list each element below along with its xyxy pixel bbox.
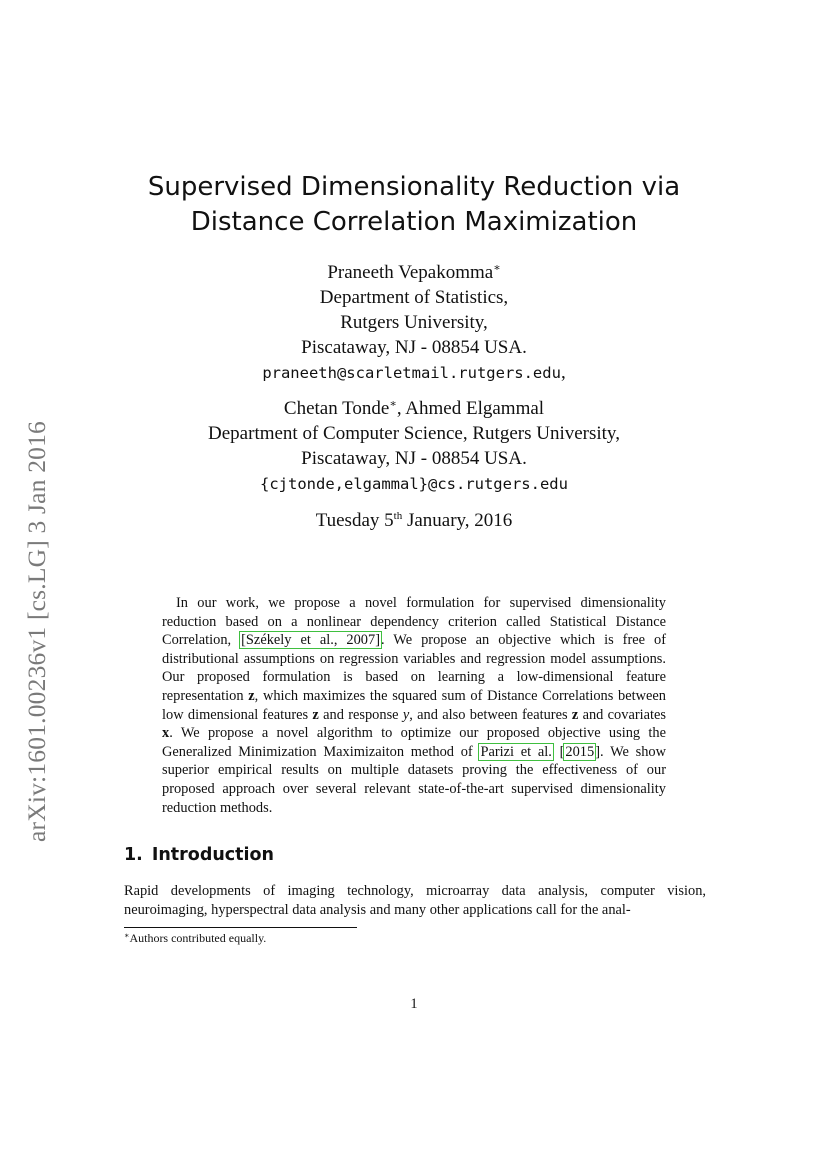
intro-body bbox=[124, 882, 706, 919]
abstract-text-5: , and also between features bbox=[409, 706, 572, 723]
author-1-email-line bbox=[0, 360, 828, 386]
footnote-text: Authors contributed equally. bbox=[129, 931, 267, 945]
cite-1-open: [ bbox=[241, 632, 246, 649]
intro-paragraph: Rapid developments of imaging technology, microarray data analysis, computer vision, neuroimaging, hyperspectral data analysis and many other applications call for the anal- bbox=[124, 883, 706, 918]
author-block bbox=[0, 260, 828, 497]
author-2-department: Department of Computer Science, Rutgers University, bbox=[208, 423, 620, 444]
date-rest: January, 2016 bbox=[402, 510, 513, 531]
abstract-text-1: In our work, we propose a novel formulation for supervised dimensionality reduction based on a nonlinear dependency criterion called Statistical Distance Correlation, bbox=[162, 595, 666, 649]
abstract-text-8: . We show superior empirical results on multiple datasets proving the effectiveness of our proposed approach over several relevant state-of-the-art supervised dimensionality reduction methods. bbox=[162, 743, 667, 816]
author-1-name: Praneeth Vepakomma bbox=[327, 262, 494, 283]
abstract-text-6: and covariates bbox=[578, 706, 666, 723]
date-day: Tuesday 5 bbox=[315, 510, 394, 531]
arxiv-stamp: arXiv:1601.00236v1 [cs.LG] 3 Jan 2016 bbox=[22, 420, 51, 842]
author-2-name-a: Chetan Tonde bbox=[283, 398, 390, 419]
date-day-suffix: th bbox=[393, 510, 403, 522]
author-2-mark: ∗ bbox=[389, 398, 397, 410]
author-2-email[interactable]: {cjtonde,elgammal}@cs.rutgers.edu bbox=[260, 475, 568, 493]
abstract bbox=[162, 594, 666, 817]
citation-szekely-2007[interactable] bbox=[240, 632, 381, 648]
section-title: Introduction bbox=[151, 845, 275, 865]
author-1-location: Piscataway, NJ - 08854 USA. bbox=[301, 337, 527, 358]
author-1-email[interactable]: praneeth@scarletmail.rutgers.edu bbox=[262, 364, 561, 382]
author-1-department: Department of Statistics, bbox=[319, 287, 509, 308]
cite-1-close: ] bbox=[375, 632, 380, 649]
author-gap bbox=[0, 386, 828, 396]
var-x: x bbox=[162, 725, 170, 742]
author-2-location: Piscataway, NJ - 08854 USA. bbox=[301, 448, 527, 469]
cite-1-author: Székely et al. bbox=[245, 632, 334, 649]
cite-2-open: [ bbox=[552, 743, 565, 760]
var-y: y bbox=[402, 706, 410, 723]
abstract-text-3: , which maximizes the squared sum of Distance Correlations between low dimensional features bbox=[162, 687, 666, 723]
title-line-1: Supervised Dimensionality Reduction via bbox=[147, 172, 681, 202]
author-2-name-line bbox=[0, 396, 828, 421]
author-1-name-line bbox=[0, 260, 828, 285]
abstract-text-7: . We propose a novel algorithm to optimize our proposed objective using the Generalized Minimization Maximizaiton method of bbox=[162, 725, 666, 760]
footnote bbox=[124, 931, 266, 946]
abstract-text-2: . We propose an objective which is free of distributional assumptions on regression variables and regression model assumptions. Our proposed formulation is based on learning a low-dimensional feature representation bbox=[162, 632, 667, 704]
author-2-name-b: , Ahmed Elgammal bbox=[396, 398, 545, 419]
title-line-2: Distance Correlation Maximization bbox=[190, 207, 638, 237]
footnote-mark: ∗ bbox=[124, 931, 130, 940]
section-heading-introduction bbox=[124, 845, 274, 865]
section-number: 1. bbox=[124, 845, 143, 865]
author-1-university: Rutgers University, bbox=[340, 312, 488, 333]
citation-parizi-author[interactable]: Parizi et al. bbox=[480, 743, 552, 760]
citation-parizi-year[interactable]: 2015 bbox=[565, 743, 595, 760]
abstract-text-4: and response bbox=[318, 706, 403, 723]
author-1-email-trail: , bbox=[560, 362, 566, 383]
var-z: z bbox=[312, 706, 319, 723]
author-2-email-line bbox=[0, 471, 828, 497]
footnote-rule bbox=[124, 927, 357, 928]
cite-2-close: ] bbox=[595, 743, 600, 760]
author-1-mark: ∗ bbox=[493, 262, 501, 274]
abstract-paragraph bbox=[162, 594, 666, 817]
paper-title bbox=[0, 170, 828, 240]
cite-1-year: 2007 bbox=[346, 632, 376, 649]
cite-1-sep: , bbox=[333, 632, 347, 649]
paper-date bbox=[0, 510, 828, 532]
var-z: z bbox=[571, 706, 579, 723]
page-number: 1 bbox=[410, 996, 418, 1012]
var-z: z bbox=[248, 687, 255, 704]
